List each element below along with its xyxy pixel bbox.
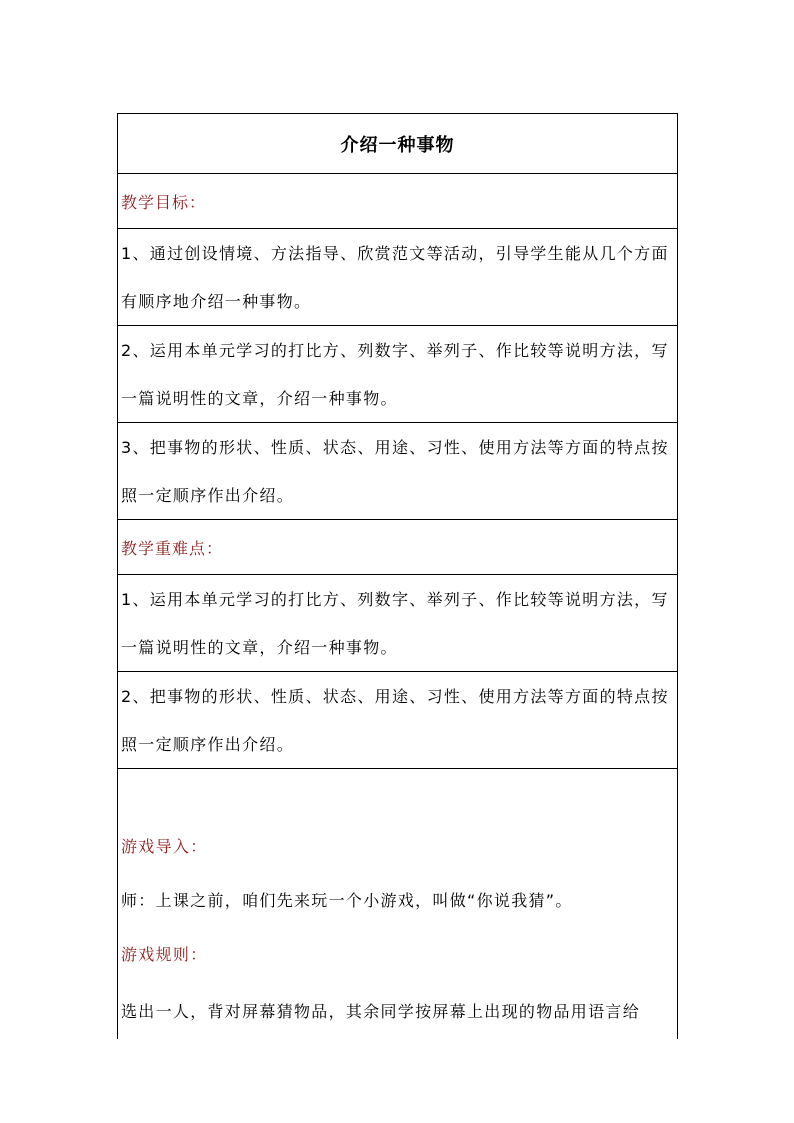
game-rules-heading: 游戏规则： [121,945,208,964]
objective-item: 3、把事物的形状、性质、状态、用途、习性、使用方法等方面的特点按照一定顺序作出介绍。 [118,423,677,520]
key-point-item: 1、运用本单元学习的打比方、列数字、举列子、作比较等说明方法，写一篇说明性的文章，介绍一种事物。 [118,575,677,672]
key-points-heading: 教学重难点： [118,520,677,575]
game-intro-heading: 游戏导入： [121,837,208,856]
lesson-plan-table [117,113,678,1039]
objective-item: 1、通过创设情境、方法指导、欣赏范文等活动，引导学生能从几个方面有顺序地介绍一种事物。 [118,229,677,326]
game-rules-text: 选出一人，背对屏幕猜物品，其余同学按屏幕上出现的物品用语言给 [121,1002,641,1021]
objective-item: 2、运用本单元学习的打比方、列数字、举列子、作比较等说明方法，写一篇说明性的文章，介绍一种事物。 [118,326,677,423]
teacher-line: 师：上课之前，咱们先来玩一个小游戏，叫做“你说我猜”。 [121,891,573,910]
lesson-process-cell [118,769,677,1039]
objectives-heading: 教学目标： [118,174,677,229]
key-point-item: 2、把事物的形状、性质、状态、用途、习性、使用方法等方面的特点按照一定顺序作出介绍。 [118,672,677,769]
spacer [121,769,674,820]
document-title: 介绍一种事物 [118,114,677,174]
